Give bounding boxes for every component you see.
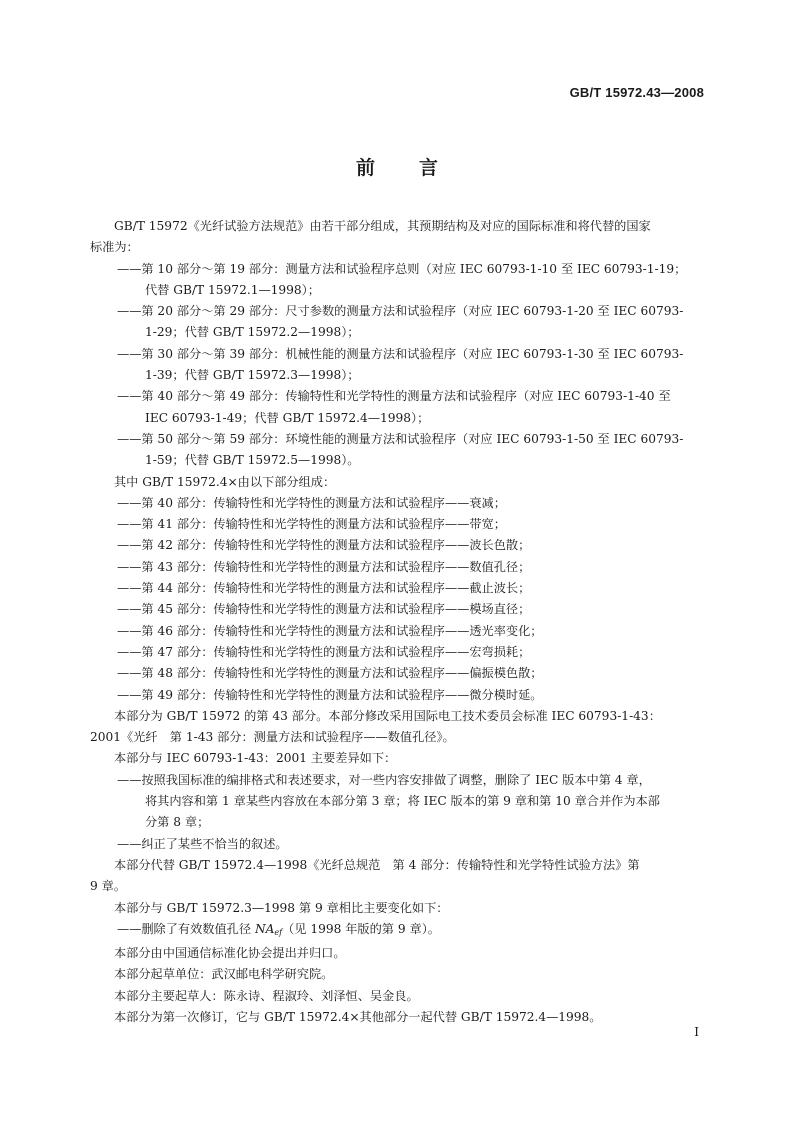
differences-intro: 本部分与 IEC 60793-1-43：2001 主要差异如下： xyxy=(114,751,397,766)
replaces-paragraph: 本部分代替 GB/T 15972.4—1998《光纤总规范 第 4 部分：传输特性和光学特性试验方法》第 xyxy=(114,857,640,872)
structure-item: ——第 40 部分～第 49 部分：传输特性和光学特性的测量方法和试验程序（对应 IEC 60793-1-40 至 IEC 60793-1-49；代替 GB/T 15972.4—1998）； xyxy=(117,389,671,425)
structure-item: ——第 20 部分～第 29 部分：尺寸参数的测量方法和试验程序（对应 IEC 60793-1-20 至 IEC 60793- 1-29；代替 GB/T 15972.2—1998）； xyxy=(117,304,684,340)
difference-item: ——按照我国标准的编排格式和表述要求，对一些内容安排做了调整，删除了 IEC 版本中第 4 章， 将其内容和第 1 章某些内容放在本部分第 3 章；将 IEC 版本的第 9 章和第 10 章合并作为本部 分第 8 章； xyxy=(117,772,660,830)
page-title: 前言 xyxy=(355,157,482,179)
differences-list xyxy=(90,770,706,855)
sub-part-item: ——第 43 部分：传输特性和光学特性的测量方法和试验程序——数值孔径； xyxy=(117,559,531,574)
drafters: 本部分主要起草人：陈永诗、程淑玲、刘泽恒、吴金良。 xyxy=(114,988,419,1003)
structure-list xyxy=(90,259,706,472)
sub-part-item: ——第 46 部分：传输特性和光学特性的测量方法和试验程序——透光率变化； xyxy=(117,623,543,638)
na-symbol: NA xyxy=(254,921,275,936)
foreword-body xyxy=(90,216,706,1028)
sub-parts-list xyxy=(90,493,706,706)
sub-part-item: ——第 47 部分：传输特性和光学特性的测量方法和试验程序——宏弯损耗； xyxy=(117,644,531,659)
structure-item: ——第 10 部分～第 19 部分：测量方法和试验程序总则（对应 IEC 60793-1-10 至 IEC 60793-1-19； 代替 GB/T 15972.1—1998）； xyxy=(117,261,687,297)
na-subscript: ef xyxy=(274,927,283,937)
intro-paragraph xyxy=(90,216,706,237)
drafting-unit: 本部分起草单位：武汉邮电科学研究院。 xyxy=(114,967,334,982)
structure-item: ——第 30 部分～第 39 部分：机械性能的测量方法和试验程序（对应 IEC 60793-1-30 至 IEC 60793- 1-39；代替 GB/T 15972.3—1998）； xyxy=(117,346,684,383)
difference-item: ——纠正了某些不恰当的叙述。 xyxy=(117,836,288,851)
intro-line-2: 标准为： xyxy=(90,240,139,255)
sub-intro: 其中 GB/T 15972.4×由以下部分组成： xyxy=(114,474,336,489)
changes-intro: 本部分与 GB/T 15972.3—1998 第 9 章相比主要变化如下： xyxy=(114,900,449,915)
change-item: ——删除了有效数值孔径 $NA_{ef}$（见 1998 年版的第 9 章）。 xyxy=(117,921,440,937)
proposed-by: 本部分由中国通信标准化协会提出并归口。 xyxy=(114,946,346,961)
page-number: I xyxy=(694,1025,699,1039)
sub-part-item: ——第 49 部分：传输特性和光学特性的测量方法和试验程序——微分模时延。 xyxy=(117,687,543,702)
intro-paragraph-cont xyxy=(90,237,706,258)
sub-part-item: ——第 41 部分：传输特性和光学特性的测量方法和试验程序——带宽； xyxy=(117,517,506,532)
adoption-paragraph: 本部分为 GB/T 15972 的第 43 部分。本部分修改采用国际电工技术委员会标准 IEC 60793-1-43： xyxy=(114,708,661,723)
standard-number-header: GB/T 15972.43—2008 xyxy=(569,85,704,100)
intro-line-1: GB/T 15972《光纤试验方法规范》由若干部分组成，其预期结构及对应的国际标准和将代替的国家 xyxy=(114,219,651,233)
sub-part-item: ——第 42 部分：传输特性和光学特性的测量方法和试验程序——波长色散； xyxy=(117,538,531,553)
replaces-paragraph-cont: 9 章。 xyxy=(90,879,127,894)
sub-part-item: ——第 44 部分：传输特性和光学特性的测量方法和试验程序——截止波长； xyxy=(117,581,531,596)
adoption-paragraph-cont: 2001《光纤 第 1-43 部分：测量方法和试验程序——数值孔径》。 xyxy=(90,730,455,745)
revision-note: 本部分为第一次修订，它与 GB/T 15972.4×其他部分一起代替 GB/T 15972.4—1998。 xyxy=(114,1009,602,1024)
structure-item: ——第 50 部分～第 59 部分：环境性能的测量方法和试验程序（对应 IEC 60793-1-50 至 IEC 60793- 1-59；代替 GB/T 15972.5—1998）。 xyxy=(117,431,684,468)
sub-part-item: ——第 45 部分：传输特性和光学特性的测量方法和试验程序——模场直径； xyxy=(117,602,531,617)
sub-part-item: ——第 40 部分：传输特性和光学特性的测量方法和试验程序——衰减； xyxy=(117,495,506,510)
sub-part-item: ——第 48 部分：传输特性和光学特性的测量方法和试验程序——偏振模色散； xyxy=(117,666,543,681)
